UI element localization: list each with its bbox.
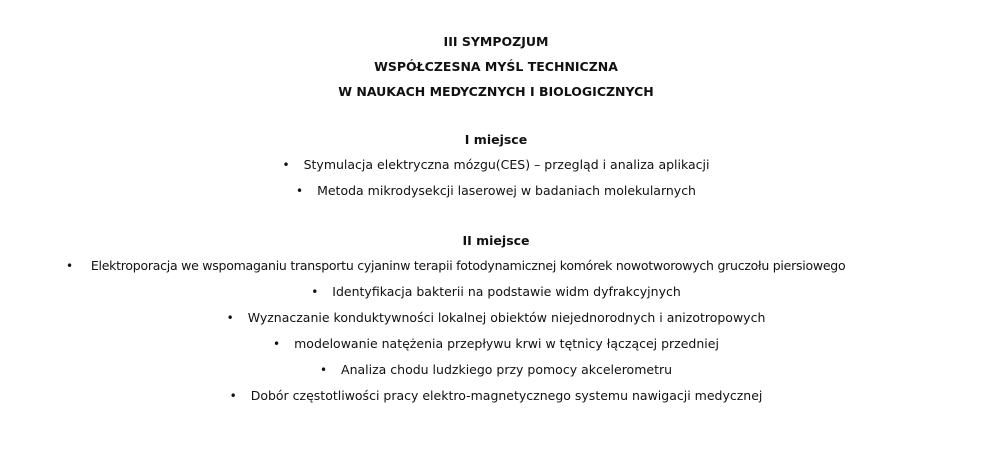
list-item — [0, 310, 992, 326]
list-item-text: Analiza chodu ludzkiego przy pomocy akcelerometru — [341, 362, 673, 377]
list-item — [0, 362, 992, 378]
symposium-number: III SYMPOZJUM — [443, 34, 549, 49]
list-item-text: Wyznaczanie konduktywności lokalnej obiektów niejednorodnych i anizotropowych — [247, 310, 766, 325]
bullet-icon: • — [319, 363, 328, 377]
second-place-heading: II miejsce — [462, 233, 530, 248]
bullet-icon: • — [311, 285, 319, 299]
bullet-icon: • — [296, 184, 304, 198]
first-place-heading: I miejsce — [464, 132, 528, 147]
bullet-icon: • — [229, 389, 237, 403]
bullet-icon: • — [273, 337, 281, 351]
list-item-text: modelowanie natężenia przepływu krwi w tętnicy łączącej przedniej — [294, 336, 719, 351]
bullet-icon: • — [282, 158, 290, 172]
list-item-text: Dobór częstotliwości pracy elektro-magnetycznego systemu nawigacji medycznej — [250, 388, 763, 403]
symposium-title: WSPÓŁCZESNA MYŚL TECHNICZNA — [374, 59, 618, 74]
list-item — [0, 336, 992, 352]
list-item-text: Stymulacja elektryczna mózgu(CES) – przegląd i analiza aplikacji — [303, 157, 710, 172]
list-item — [0, 388, 992, 404]
list-item — [0, 157, 992, 173]
list-item — [0, 183, 992, 199]
list-item-text: Metoda mikrodysekcji laserowej w badaniach molekularnych — [317, 183, 696, 198]
list-item — [0, 284, 992, 300]
bullet-icon: • — [226, 311, 234, 325]
list-item — [66, 258, 966, 274]
symposium-subtitle: W NAUKACH MEDYCZNYCH I BIOLOGICZNYCH — [338, 84, 654, 99]
list-item-text: Identyfikacja bakterii na podstawie widm dyfrakcyjnych — [332, 284, 681, 299]
bullet-icon: • — [66, 259, 73, 273]
list-item-text: Elektroporacja we wspomaganiu transportu cyjaninw terapii fotodynamicznej komórek nowotworowych gruczołu piersiowego — [90, 258, 846, 273]
